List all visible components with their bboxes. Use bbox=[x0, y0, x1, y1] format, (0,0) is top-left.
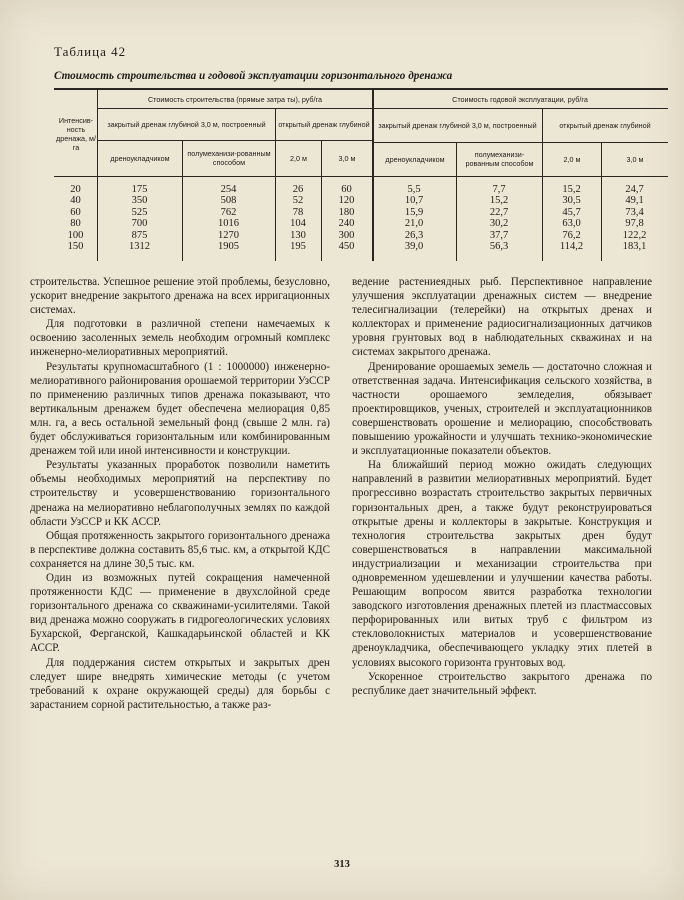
paragraph: Дренирование орошаемых земель — достаточно сложная и ответственная задача. Интенсификация сельского хозяйства, в частности орошаемого земледелия, обязывает проектировщиков, ученых, строителей и эксплуатационников совершенствовать орошение и мелиорацию, способствовать повышению урожайности и улучшать технико-экономические и эксплуатационные показатели объектов. bbox=[352, 360, 652, 458]
column-intensity bbox=[54, 184, 97, 252]
table-cell: 183,1 bbox=[622, 240, 647, 252]
header-closed-drain-construction: закрытый дренаж глубиной 3,0 м, построенный bbox=[107, 119, 266, 129]
table-cell: 875 bbox=[131, 229, 148, 241]
table-cell: 45,7 bbox=[562, 206, 581, 218]
table-cell: 10,7 bbox=[404, 195, 424, 207]
header-depth-2-construction: 2,0 м bbox=[290, 153, 307, 163]
table-cell: 350 bbox=[131, 195, 148, 207]
page-number: 313 bbox=[334, 859, 350, 870]
table-cell: 1016 bbox=[218, 218, 239, 230]
table-cell: 15,2 bbox=[489, 195, 509, 207]
header-drain-layer-construction: дреноукладчиком bbox=[110, 153, 170, 163]
table-cell: 26,3 bbox=[404, 229, 424, 241]
table-cell: 450 bbox=[338, 240, 355, 252]
table-cell: 15,2 bbox=[562, 184, 581, 195]
table-cell: 52 bbox=[292, 195, 304, 207]
paragraph: Ускоренное строительство закрытого дренажа по республике дает значительный эффект. bbox=[352, 670, 652, 697]
header-depth-2-annual: 2,0 м bbox=[563, 154, 581, 164]
table-cell: 60 bbox=[70, 206, 81, 218]
table-cell: 300 bbox=[338, 229, 355, 241]
table-cell: 56,3 bbox=[489, 240, 509, 252]
text-column-left bbox=[30, 275, 330, 712]
table-cell: 15,9 bbox=[404, 206, 424, 218]
paragraph: На ближайший период можно ожидать следующих направлений в развитии мелиоративных мероприятий. Будет прогрессивно возрастать строительство закрытых первичных горизонтальных дрен, а также будут реконструироваться открытые дрены и коллекторы в закрытые. Конструкция и технология строительства закрытых дрен будут совершенствоваться в направлении максимальной индустриализации и механизации строительства при одновременном удешевлении и улучшении качества работы. Решающим вопросом явится разработка технологии заводского изготовления дренажных плетей из пластмассовых перфорированных или витых труб с фильтром из стекловолокнистых материалов и усовершенствование дреноукладчика, обеспечивающего укладку этих плетей в условиях высокого горизонта грунтовых вод. bbox=[352, 459, 652, 669]
column-annual-open-3m bbox=[601, 184, 668, 252]
table-cell: 97,8 bbox=[625, 218, 644, 230]
table-cell: 762 bbox=[220, 206, 237, 218]
table-cell: 78 bbox=[292, 206, 304, 218]
table-cell: 180 bbox=[338, 206, 355, 218]
table-cell: 20 bbox=[70, 184, 81, 195]
table-cell: 40 bbox=[70, 195, 81, 207]
table-cell: 80 bbox=[70, 218, 81, 230]
paragraph: ведение растениеядных рыб. Перспективное направление улучшения эксплуатации дренажных систем — внедрение телесигнализации (телерейки) на открытых дренах и коллекторах и применение радиосигнализационных датчиков уровня грунтовых вод в наблюдательных скважинах и на системах закрытого дренажа. bbox=[352, 276, 652, 359]
paragraph: Один из возможных путей сокращения намеченной протяженности КДС — применение в двухслойной среде горизонтального дренажа со скважинами-усилителями. Такой вид дренажа можно сооружать в гидрогеологических условиях Бухарской, Ферганской, Кашкадарьинской областей и КК АССР. bbox=[30, 571, 330, 655]
table-cell: 26 bbox=[292, 184, 304, 195]
header-closed-drain-annual: закрытый дренаж глубиной 3,0 м, построенный bbox=[378, 120, 537, 130]
table-cell: 37,7 bbox=[489, 229, 509, 241]
header-depth-3-construction: 3,0 м bbox=[338, 153, 356, 163]
table-cell: 508 bbox=[220, 195, 237, 207]
paragraph: Для подготовки в различной степени намечаемых к освоению засоленных земель необходим огромный комплекс инженерно-мелиоративных мероприятий. bbox=[30, 318, 330, 359]
table-cell: 150 bbox=[67, 240, 84, 252]
table-number: Таблица 42 bbox=[54, 44, 127, 59]
table-cell: 76,2 bbox=[562, 229, 581, 241]
table-cell: 100 bbox=[67, 229, 84, 241]
table-cell: 122,2 bbox=[622, 229, 647, 241]
header-intensity: Интенсив-ность дренажа, м/га bbox=[56, 116, 96, 152]
paragraph: Результаты крупномасштабного (1 : 1000000) инженерно-мелиоративного районирования орошаемой территории УзССР по применению различных типов дренажа показывают, что вертикальным дренажем будет обеспечена мелиорация 0,85 млн. га, а весь остальной земельный фонд (свыше 2 млн. га) будет обслуживаться горизонтальным или комбинированным дренажем той или иной интенсивности и конструкции. bbox=[30, 360, 330, 458]
header-semi-mech-annual: полумеханизи-рованным способом bbox=[465, 150, 534, 168]
header-open-drain-construction: открытый дренаж глубиной bbox=[278, 119, 370, 129]
table-cell: 120 bbox=[338, 195, 355, 207]
table-cell: 7,7 bbox=[492, 184, 506, 195]
header-construction-cost: Стоимость строительства (прямые затра ты), руб/га bbox=[147, 94, 323, 104]
text-column-right bbox=[352, 275, 652, 698]
table-cell: 39,0 bbox=[404, 240, 424, 252]
table-cell: 240 bbox=[338, 218, 355, 230]
header-drain-layer-annual: дреноукладчиком bbox=[385, 154, 445, 164]
table-cell: 1905 bbox=[218, 240, 239, 252]
column-construction-drain-layer bbox=[97, 184, 182, 252]
table-cell: 21,0 bbox=[404, 218, 424, 230]
table-cell: 63,0 bbox=[562, 218, 581, 230]
column-annual-semi-mech bbox=[456, 184, 542, 252]
header-semi-mech-construction: полумеханизи-рованным способом bbox=[187, 149, 271, 167]
header-open-drain-annual: открытый дренаж глубиной bbox=[559, 120, 651, 130]
table-cell: 60 bbox=[341, 184, 352, 195]
table-cell: 24,7 bbox=[625, 184, 644, 195]
table-cell: 700 bbox=[131, 218, 148, 230]
table-cell: 130 bbox=[290, 229, 306, 241]
table-cell: 1270 bbox=[218, 229, 239, 241]
table-cell: 49,1 bbox=[625, 195, 644, 207]
table-title: Стоимость строительства и годовой эксплуатации горизонтального дренажа bbox=[54, 70, 453, 82]
paragraph: Для поддержания систем открытых и закрытых дрен следует шире внедрять химические методы (с учетом требований к охране окружающей среды) для борьбы с зарастанием сорной растительностью, а также раз- bbox=[30, 656, 330, 711]
table-cell: 22,7 bbox=[489, 206, 509, 218]
table-cell: 30,5 bbox=[562, 195, 581, 207]
column-construction-semi-mech bbox=[182, 184, 275, 252]
table-header-bottom-rule bbox=[54, 176, 668, 177]
paragraph: строительства. Успешное решение этой проблемы, безусловно, ускорит внедрение закрытого дренажа на всех ирригационных системах. bbox=[30, 276, 330, 317]
header-depth-3-annual: 3,0 м bbox=[626, 154, 644, 164]
header-annual-cost: Стоимость годовой эксплуатации, руб/га bbox=[452, 94, 588, 104]
table-cell: 525 bbox=[131, 206, 148, 218]
paragraph: Результаты указанных проработок позволили наметить объемы необходимых мероприятий на перспективу по строительству и усовершенствованию горизонтального дренажа на мелиоративно неблагополучных землях по каждой области УзССР и КК АССР. bbox=[30, 459, 330, 528]
table-cell: 254 bbox=[220, 184, 237, 195]
table-cell: 104 bbox=[290, 218, 306, 230]
column-construction-open-2m bbox=[275, 184, 321, 252]
table-cell: 175 bbox=[131, 184, 148, 195]
table-cell: 30,2 bbox=[489, 218, 509, 230]
table-cell: 73,4 bbox=[625, 206, 644, 218]
paragraph: Общая протяженность закрытого горизонтального дренажа в перспективе должна составить 85,6 тыс. км, а открытой КДС сохраняется на длине 30,5 тыс. км. bbox=[30, 529, 330, 570]
table-cell: 195 bbox=[290, 240, 306, 252]
column-annual-open-2m bbox=[542, 184, 601, 252]
column-construction-open-3m bbox=[321, 184, 372, 252]
table-cell: 114,2 bbox=[559, 240, 584, 252]
column-annual-drain-layer bbox=[372, 184, 456, 252]
table-cell: 5,5 bbox=[407, 184, 421, 195]
table-cell: 1312 bbox=[129, 240, 150, 252]
